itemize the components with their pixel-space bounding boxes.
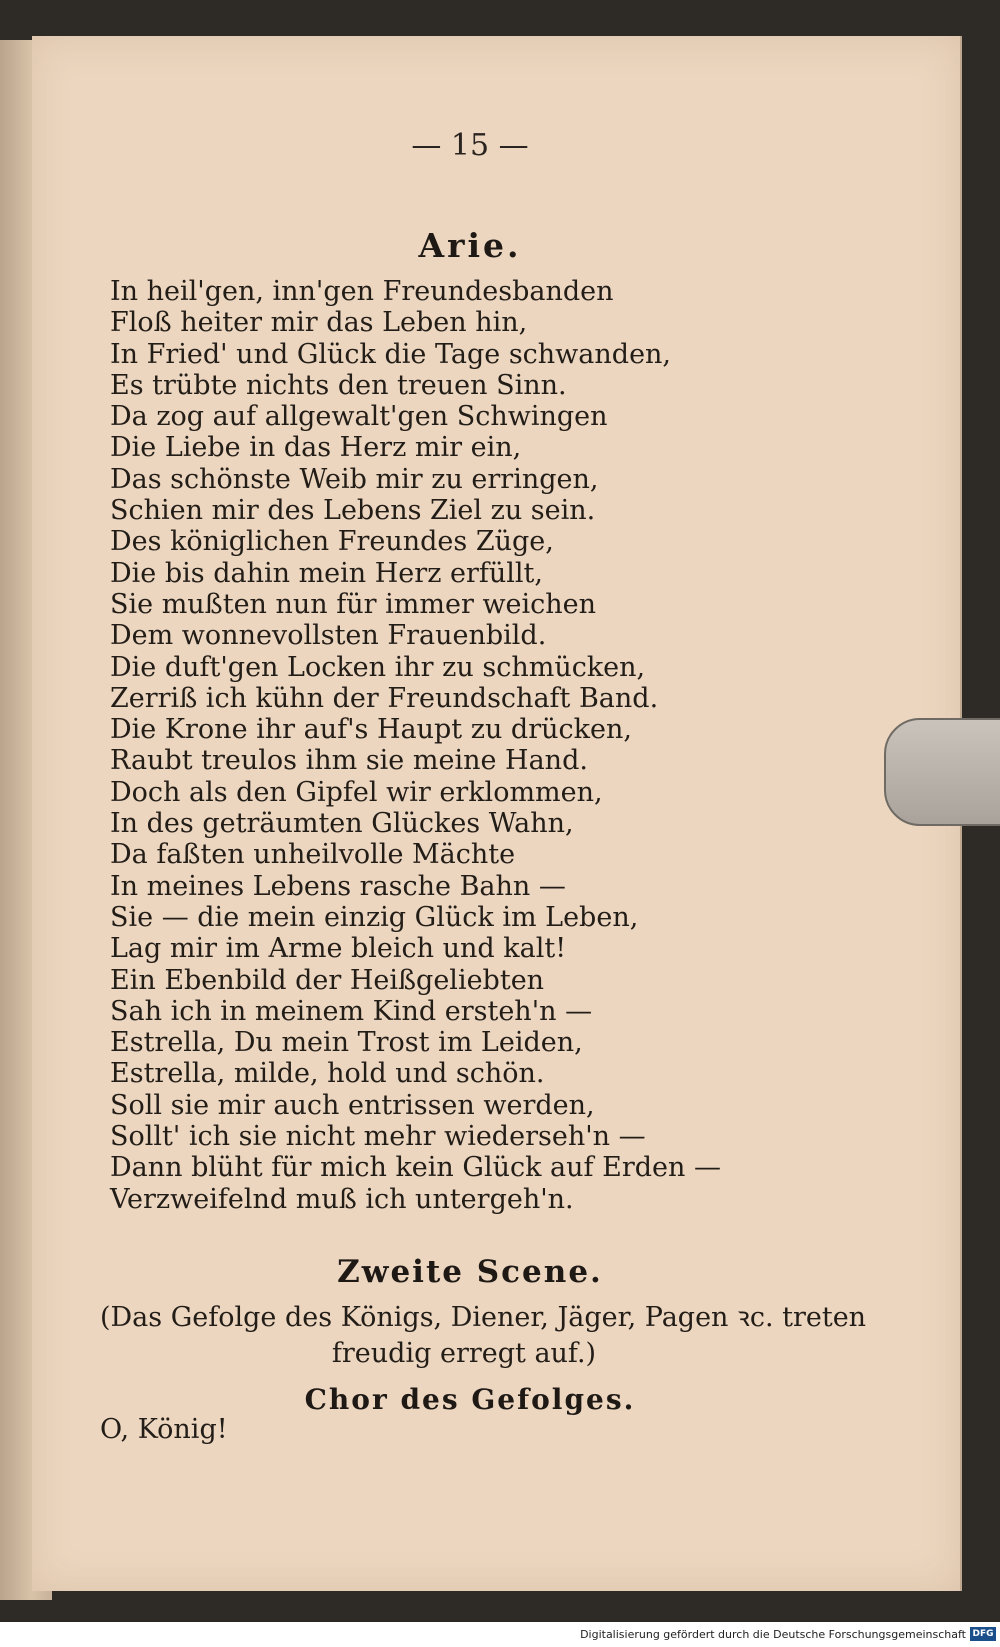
verse-line: In Fried' und Glück die Tage schwanden, [110,338,672,370]
verse-line: Soll sie mir auch entrissen werden, [110,1089,595,1121]
dfg-logo: DFG [970,1627,996,1641]
verse-line: Des königlichen Freundes Züge, [110,526,554,558]
stage-direction-line-2: freudig erregt auf.) [331,1338,597,1369]
verse-line: Da zog auf allgewalt'gen Schwingen [110,401,608,433]
verse-line: Raubt treulos ihm sie meine Hand. [110,745,588,777]
verse-line: Das schönste Weib mir zu erringen, [110,463,599,495]
verse-line: Sollt' ich sie nicht mehr wiederseh'n — [110,1121,646,1153]
verse-line: Estrella, milde, hold und schön. [110,1058,545,1090]
page-tab-marker [884,718,1000,826]
verse-line: In heil'gen, inn'gen Freundesbanden [110,276,614,307]
stage-direction-line-1: (Das Gefolge des Königs, Diener, Jäger, Pagen ꝛc. treten [100,1302,867,1333]
verse-line: Sie — die mein einzig Glück im Leben, [110,901,639,933]
scene-heading: Zweite Scene. [337,1254,603,1290]
verse-line: Floß heiter mir das Leben hin, [110,307,528,339]
verse-line: Doch als den Gipfel wir erklommen, [110,776,603,808]
verse-line: Da faßten unheilvolle Mächte [110,839,516,871]
footer-credit: Digitalisierung gefördert durch die Deutsche Forschungsgemeinschaft [580,1628,966,1641]
verse-line: Schien mir des Lebens Ziel zu sein. [110,495,596,527]
verse-line: Verzweifelnd muß ich untergeh'n. [110,1183,574,1215]
aria-heading: Arie. [418,226,522,265]
verse-line: In des geträumten Glückes Wahn, [110,808,574,840]
verse-line: In meines Lebens rasche Bahn — [110,870,566,902]
stage-direction [100,1300,867,1372]
verse-line: Lag mir im Arme bleich und kalt! [110,933,567,965]
verse-line: Estrella, Du mein Trost im Leiden, [110,1027,583,1059]
verse-line: Dem wonnevollsten Frauenbild. [110,620,547,652]
verse-line: Zerriß ich kühn der Freundschaft Band. [110,682,659,714]
verse-line: Die duft'gen Locken ihr zu schmücken, [110,651,646,683]
verse-line: Die Krone ihr auf's Haupt zu drücken, [110,714,632,746]
verse-line: Die bis dahin mein Herz erfüllt, [110,557,543,589]
verse-line: Dann blüht für mich kein Glück auf Erden — [110,1152,721,1184]
chorus-first-line: O, König! [100,1414,228,1445]
verse-line: Die Liebe in das Herz mir ein, [110,432,522,464]
page-number: — 15 — [411,128,529,163]
aria-verse [110,276,830,1215]
chorus-heading: Chor des Gefolges. [304,1383,636,1416]
verse-line: Es trübte nichts den treuen Sinn. [110,369,567,401]
verse-line: Sie mußten nun für immer weichen [110,588,597,620]
verse-line: Sah ich in meinem Kind ersteh'n — [110,995,593,1027]
verse-line: Ein Ebenbild der Heißgeliebten [110,964,545,996]
